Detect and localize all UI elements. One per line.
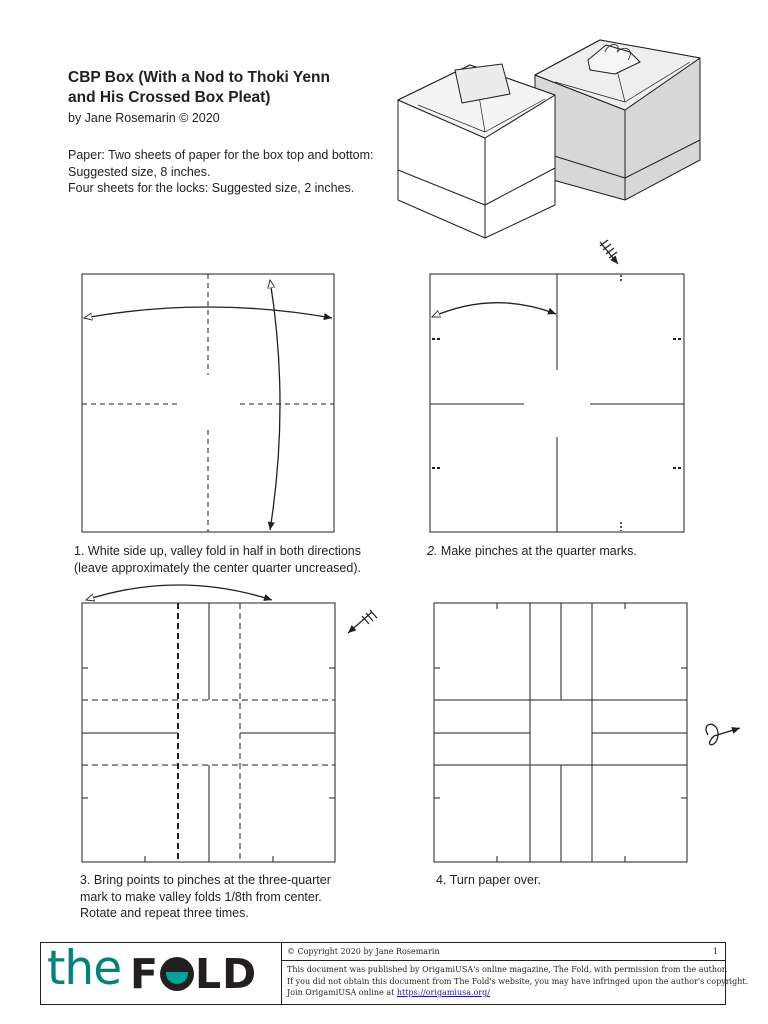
title-line-2: and His Crossed Box Pleat) — [68, 89, 271, 106]
step4-diagram — [434, 603, 740, 862]
paper-line-1: Paper: Two sheets of paper for the box top and bottom: — [68, 148, 374, 162]
step1-diagram — [82, 274, 334, 532]
step1-caption — [74, 543, 361, 576]
logo-o-icon — [160, 957, 194, 991]
paper-line-3: Four sheets for the locks: Suggested size, 2 inches. — [68, 181, 355, 195]
step2-repeat-arrow — [600, 240, 618, 264]
footer-lines — [287, 964, 748, 999]
footer-line-3 — [287, 987, 748, 999]
footer-copyright-row — [282, 943, 725, 961]
step1-vertical-arrow — [270, 280, 280, 530]
step3-arrow — [86, 585, 272, 600]
logo-f: F — [130, 950, 160, 998]
title-line-1: CBP Box (With a Nod to Thoki Yenn — [68, 69, 330, 86]
step1-number: 1. — [74, 544, 85, 558]
origamiusa-link[interactable]: https://origamiusa.org/ — [396, 988, 490, 997]
step3-line-3: Rotate and repeat three times. — [80, 906, 249, 920]
step3-diagram — [82, 585, 377, 862]
logo-the: the — [47, 941, 122, 996]
byline: by Jane Rosemarin © 2020 — [68, 111, 220, 125]
footer-line-2: If you did not obtain this document from The Fold's website, you may have infringed upon the author's copyright. — [287, 976, 749, 986]
step3-caption — [80, 872, 331, 922]
step3-line-2: mark to make valley folds 1/8th from center. — [80, 889, 322, 904]
step4-caption — [436, 872, 541, 889]
paper-line-2: Suggested size, 8 inches. — [68, 164, 211, 179]
the-fold-logo — [41, 943, 282, 1004]
step4-number: 4. — [436, 873, 447, 887]
join-text: Join OrigamiUSA online at — [287, 988, 397, 997]
back-box — [535, 40, 700, 200]
step2-arrow — [432, 303, 556, 317]
step2-diagram — [430, 240, 684, 532]
footer-line-1: This document was published by OrigamiUSA's online magazine, The Fold, with permission from the author. — [287, 965, 728, 974]
step2-caption — [427, 543, 637, 560]
step3-text: Bring points to pinches at the three-quarter — [93, 873, 331, 887]
logo-ld: LD — [195, 950, 258, 998]
step1-text: White side up, valley fold in half in both directions — [87, 544, 361, 558]
step1-line-1 — [74, 543, 361, 560]
step2-number: 2. — [427, 544, 438, 558]
step3-line-1 — [80, 872, 331, 889]
front-box — [398, 64, 555, 238]
copyright-text: © Copyright 2020 by Jane Rosemarin — [287, 947, 440, 956]
step1-line-2: (leave approximately the center quarter uncreased). — [74, 560, 361, 575]
footer — [40, 941, 749, 1005]
turn-over-icon — [706, 724, 740, 744]
logo-fold — [130, 950, 257, 998]
step4-line-1 — [436, 872, 541, 889]
step4-text: Turn paper over. — [449, 873, 541, 887]
box-illustration — [398, 40, 700, 238]
step2-line-1 — [427, 543, 637, 560]
step3-repeat-arrow — [348, 610, 377, 633]
step2-text: Make pinches at the quarter marks. — [440, 544, 637, 558]
footer-notice — [282, 943, 749, 1004]
page-number: 1 — [712, 947, 718, 956]
step3-number: 3. — [80, 873, 91, 887]
